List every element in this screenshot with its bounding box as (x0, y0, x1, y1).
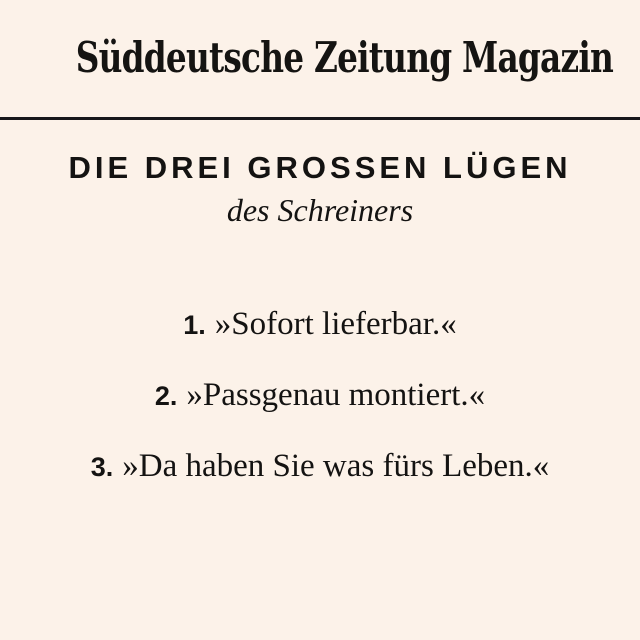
list-item-number: 2. (154, 381, 178, 411)
list-item (0, 374, 640, 445)
list-item-number: 1. (183, 310, 206, 340)
divider-line (0, 117, 640, 120)
list-item-text: »Passgenau montiert.« (186, 377, 486, 413)
list-item (0, 445, 640, 516)
list-item-text: »Da haben Sie was fürs Leben.« (122, 448, 550, 484)
lies-list (0, 303, 640, 516)
masthead (0, 34, 640, 82)
list-item-number: 3. (90, 452, 114, 482)
list-item (0, 303, 640, 374)
headline-subtitle: des Schreiners (226, 192, 414, 228)
headline-title: DIE DREI GROSSEN LÜGEN (68, 150, 572, 185)
magazine-logo: Süddeutsche Zeitung Magazin (75, 33, 614, 82)
list-item-text: »Sofort lieferbar.« (214, 306, 457, 342)
